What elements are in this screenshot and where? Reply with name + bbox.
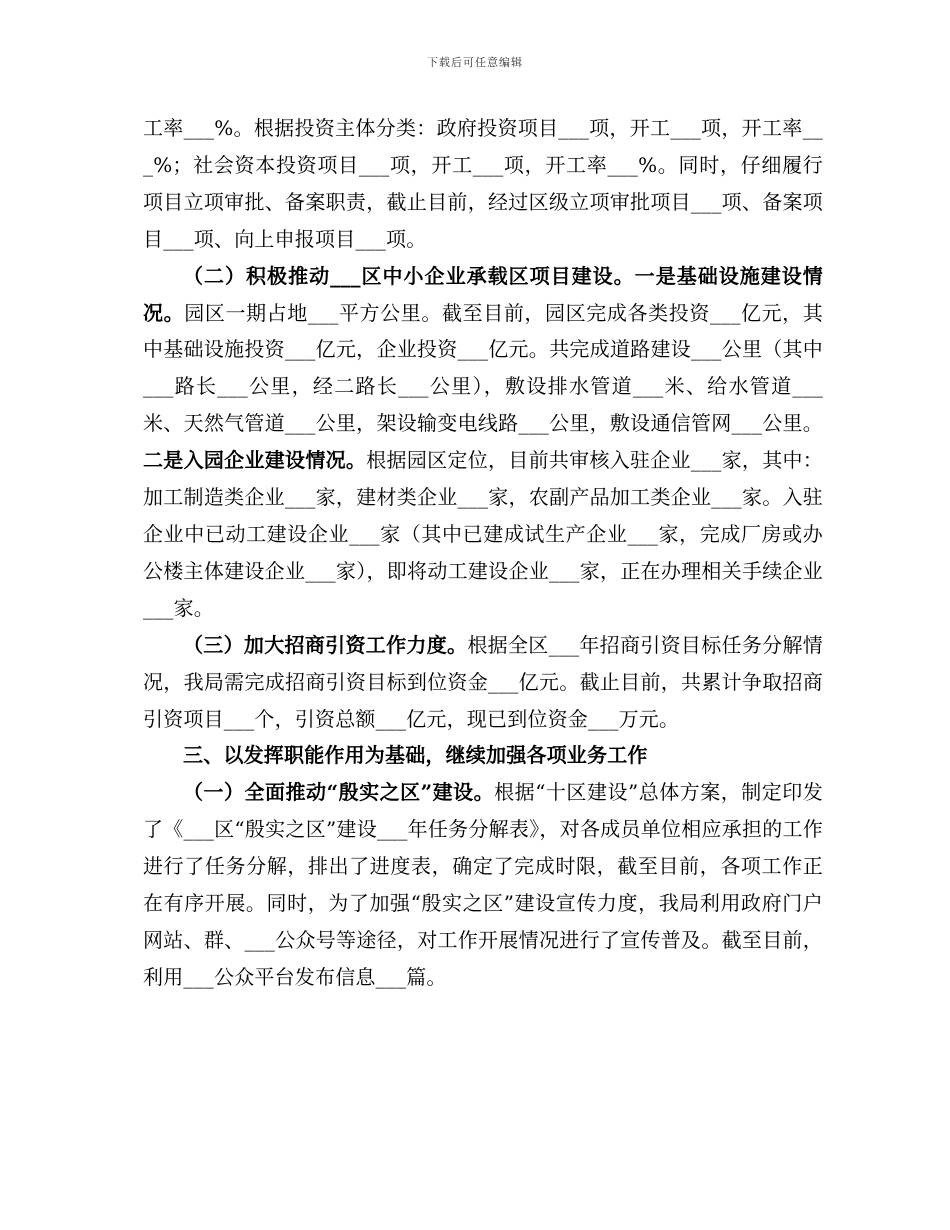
- paragraph-text: 工率___%。根据投资主体分类：政府投资项目___项，开工___项，开工率___%；社会资本投资项目___项，开工___项，开工率___%。同时，仔细履行项目立项审批、备案职责，截止目前，经过区级立项审批项目___项、备案项目___项、向上申报项目___项。: [143, 116, 823, 251]
- paragraph-text: 根据园区定位，目前共审核入驻企业___家，其中：加工制造类企业___家，建材类企业___家，农副产品加工类企业___家。入驻企业中已动工建设企业___家（其中已建成试生产企业___家，完成厂房或办公楼主体建设企业___家），即将动工建设企业___家，正在办理相关手续企业___家。: [143, 448, 823, 620]
- document-body: [143, 110, 823, 996]
- paragraph-investment-stats: [143, 110, 823, 258]
- subsection-lead: 二是入园企业建设情况。: [143, 448, 367, 473]
- section-heading: （二）积极推动___区中小企业承载区项目建设。一是基础设施建设情况。: [143, 263, 823, 325]
- section-title: 三、以发挥职能作用为基础，继续加强各项业务工作: [183, 743, 648, 768]
- paragraph-text: 园区一期占地___平方公里。截至目前，园区完成各类投资___亿元，其中基础设施投资___亿元，企业投资___亿元。共完成道路建设___公里（其中___路长___公里，经二路长___公里），敷设排水管道___米、给水管道___米、天然气管道___公里，架设输变电线路___公里，敷设通信管网___公里。: [143, 300, 823, 436]
- paragraph-investment-attraction: [143, 627, 823, 738]
- paragraph-text: 根据全区___年招商引资目标任务分解情况，我局需完成招商引资目标到位资金___亿元。截止目前，共累计争取招商引资项目___个，引资总额___亿元，现已到位资金___万元。: [143, 632, 823, 731]
- paragraph-prosperous-district: [143, 774, 823, 995]
- paragraph-sme-park: [143, 258, 823, 627]
- paragraph-text: 根据“十区建设”总体方案，制定印发了《___区“殷实之区”建设___年任务分解表》，对各成员单位相应承担的工作进行了任务分解，排出了进度表，确定了完成时限，截至目前，各项工作正在有序开展。同时，为了加强“殷实之区”建设宣传力度，我局利用政府门户网站、群、___公众号等途径，对工作开展情况进行了宣传普及。截至目前，利用___公众平台发布信息___篇。: [143, 780, 823, 989]
- page-header: 下载后可任意编辑: [427, 56, 523, 69]
- section-heading: （一）全面推动“殷实之区”建设。: [183, 780, 495, 805]
- paragraph-part-three-title: [143, 737, 823, 774]
- section-heading: （三）加大招商引资工作力度。: [183, 632, 468, 657]
